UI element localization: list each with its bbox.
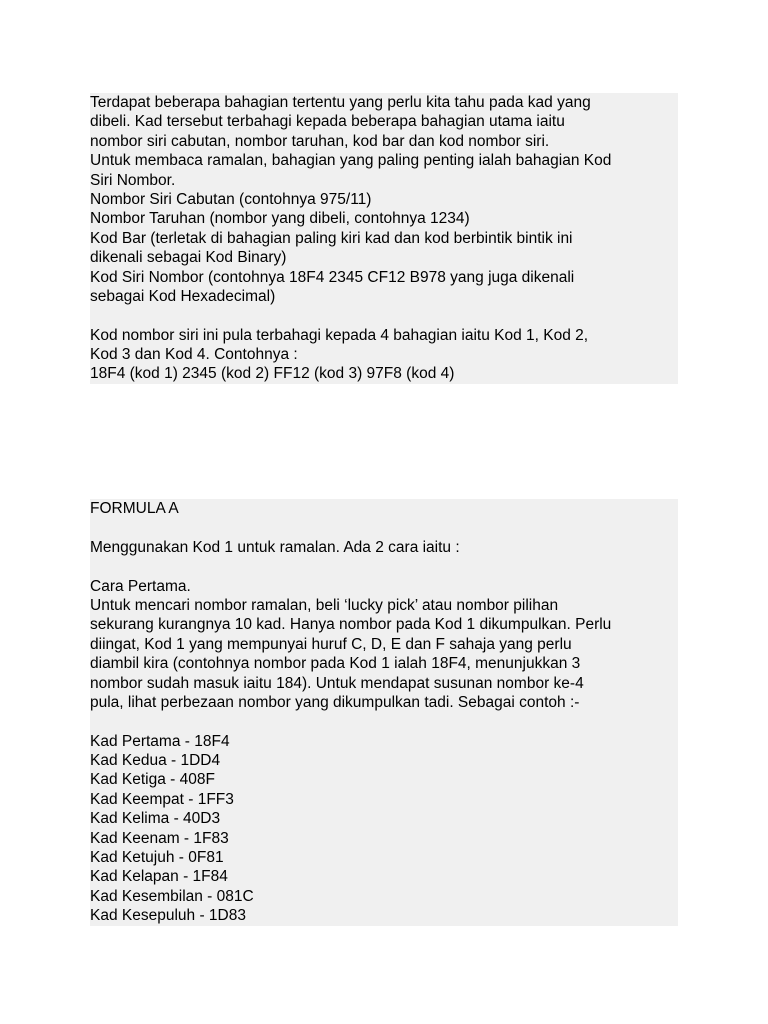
cara-heading: Cara Pertama. [90,577,191,595]
card-list-item: Kad Kelapan - 1F84 [90,868,228,886]
card-list-item: Kad Kelima - 40D3 [90,810,221,828]
intro-line: dibeli. Kad tersebut terbahagi kepada beberapa bahagian utama iaitu [90,113,565,131]
cara-line: sekurang kurangnya 10 kad. Hanya nombor pada Kod 1 dikumpulkan. Perlu [90,616,612,634]
intro-line: Nombor Siri Cabutan (contohnya 975/11) [90,190,372,208]
card-list-item: Kad Kesepuluh - 1D83 [90,907,246,925]
card-list-item: Kad Keempat - 1FF3 [90,790,234,808]
paragraph-gap [90,557,678,576]
cara-line: Untuk mencari nombor ramalan, beli ‘lucky pick’ atau nombor pilihan [90,596,559,614]
intro-line: Nombor Taruhan (nombor yang dibeli, contohnya 1234) [90,210,470,228]
card-list-item: Kad Ketujuh - 0F81 [90,849,224,867]
intro-line: sebagai Kod Hexadecimal) [90,287,276,305]
intro-line: Untuk membaca ramalan, bahagian yang paling penting ialah bahagian Kod [90,152,612,170]
paragraph-gap [90,518,678,537]
cara-line: diingat, Kod 1 yang mempunyai huruf C, D, E dan F sahaja yang perlu [90,635,572,653]
kod-line: Kod 3 dan Kod 4. Contohnya : [90,346,298,364]
paragraph-gap [90,306,678,325]
formula-intro: Menggunakan Kod 1 untuk ramalan. Ada 2 cara iaitu : [90,538,460,556]
card-list-item: Kad Kedua - 1DD4 [90,752,221,770]
intro-line: dikenali sebagai Kod Binary) [90,249,287,267]
cara-line: diambil kira (contohnya nombor pada Kod 1 ialah 18F4, menunjukkan 3 [90,655,581,673]
intro-section [90,93,678,384]
card-list-item: Kad Ketiga - 408F [90,771,215,789]
formula-section [90,499,678,926]
paragraph-gap [90,712,678,731]
card-list-item: Kad Keenam - 1F83 [90,829,229,847]
kod-example-line: 18F4 (kod 1) 2345 (kod 2) FF12 (kod 3) 97F8 (kod 4) [90,365,455,383]
intro-line: Kod Siri Nombor (contohnya 18F4 2345 CF12 B978 yang juga dikenali [90,268,575,286]
intro-line: Kod Bar (terletak di bahagian paling kiri kad dan kod berbintik bintik ini [90,229,573,247]
card-list-item: Kad Kesembilan - 081C [90,887,254,905]
intro-line: Terdapat beberapa bahagian tertentu yang perlu kita tahu pada kad yang [90,94,591,111]
cara-line: nombor sudah masuk iaitu 184). Untuk mendapat susunan nombor ke-4 [90,674,584,692]
formula-heading: FORMULA A [90,500,179,517]
intro-line: nombor siri cabutan, nombor taruhan, kod bar dan kod nombor siri. [90,132,550,150]
intro-line: Siri Nombor. [90,171,176,189]
card-list-item: Kad Pertama - 18F4 [90,732,230,750]
kod-line: Kod nombor siri ini pula terbahagi kepada 4 bahagian iaitu Kod 1, Kod 2, [90,326,589,344]
cara-line: pula, lihat perbezaan nombor yang dikumpulkan tadi. Sebagai contoh :- [90,693,580,711]
